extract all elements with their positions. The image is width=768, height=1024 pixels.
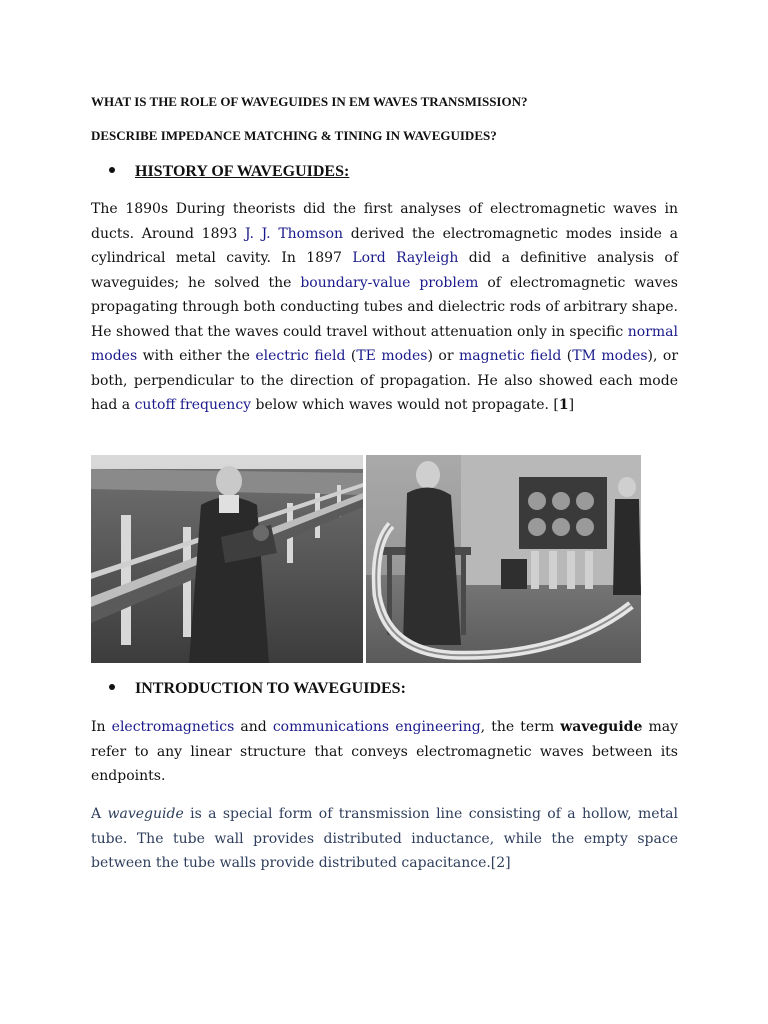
reference-1: 1	[558, 397, 569, 413]
text: , the term	[480, 719, 561, 735]
history-heading-text: HISTORY OF WAVEGUIDES:	[135, 163, 350, 180]
text: with either the	[137, 348, 256, 364]
link-boundary-value-problem[interactable]: boundary-value problem	[300, 274, 479, 291]
bullet-icon	[109, 167, 115, 173]
text: is a special form of transmission line consisting of a hollow, metal tube. The tube wall provides distributed inductance, while the empty space between the tube walls provide distributed capacitance.[2]	[91, 806, 678, 871]
text: (	[561, 348, 573, 364]
link-magnetic-field[interactable]: magnetic field	[459, 348, 562, 364]
link-lord-rayleigh[interactable]: Lord Rayleigh	[352, 250, 459, 266]
link-jj-thomson[interactable]: J. J. Thomson	[245, 225, 344, 242]
term-waveguide-italic: waveguide	[107, 806, 184, 822]
link-tm-modes[interactable]: TM modes	[572, 348, 648, 364]
history-paragraph	[91, 197, 678, 418]
link-normal-modes[interactable]: normal modes	[91, 323, 678, 364]
link-cutoff-frequency[interactable]: cutoff frequency	[134, 397, 252, 413]
introduction-heading-text: INTRODUCTION TO WAVEGUIDES:	[135, 680, 406, 697]
text: derived the electromagnetic modes inside a cylindrical metal cavity. In 1897	[91, 225, 678, 266]
text: may refer to any linear structure that conveys electromagnetic waves between its endpoints.	[91, 719, 679, 784]
text: ), or both, perpendicular to the direction of propagation. He also showed each mode had a	[91, 348, 679, 413]
text: The 1890s During theorists did the first analyses of electromagnetic waves in ducts. Around 1893	[91, 201, 678, 242]
question-title-2: DESCRIBE IMPEDANCE MATCHING & TINING IN WAVEGUIDES?	[91, 128, 497, 143]
text: ) or	[427, 348, 459, 364]
link-communications-engineering[interactable]: communications engineering	[272, 719, 481, 735]
text: below which waves would not propagate. [	[251, 397, 559, 413]
waveguide-definition-paragraph	[91, 802, 678, 876]
question-title-1: WHAT IS THE ROLE OF WAVEGUIDES IN EM WAVES TRANSMISSION?	[91, 94, 528, 109]
link-electric-field[interactable]: electric field	[255, 348, 346, 364]
term-waveguide: waveguide	[560, 719, 643, 735]
introduction-heading	[109, 680, 406, 698]
text: did a definitive analysis of waveguides; he solved the	[91, 250, 679, 291]
text: and	[234, 719, 273, 735]
text: of electromagnetic waves propagating through both conducting tubes and dielectric rods of arbitrary shape. He showed that the waves could travel without attenuation only in specific	[91, 274, 678, 340]
text: A	[91, 806, 108, 822]
bullet-icon	[109, 684, 115, 690]
history-heading	[109, 163, 349, 181]
text: ]	[568, 397, 575, 413]
link-electromagnetics[interactable]: electromagnetics	[111, 719, 235, 735]
historical-waveguide-photo	[91, 455, 641, 663]
link-te-modes[interactable]: TE modes	[356, 348, 428, 364]
text: (	[345, 348, 357, 364]
introduction-paragraph	[91, 715, 678, 789]
text: In	[91, 719, 112, 735]
